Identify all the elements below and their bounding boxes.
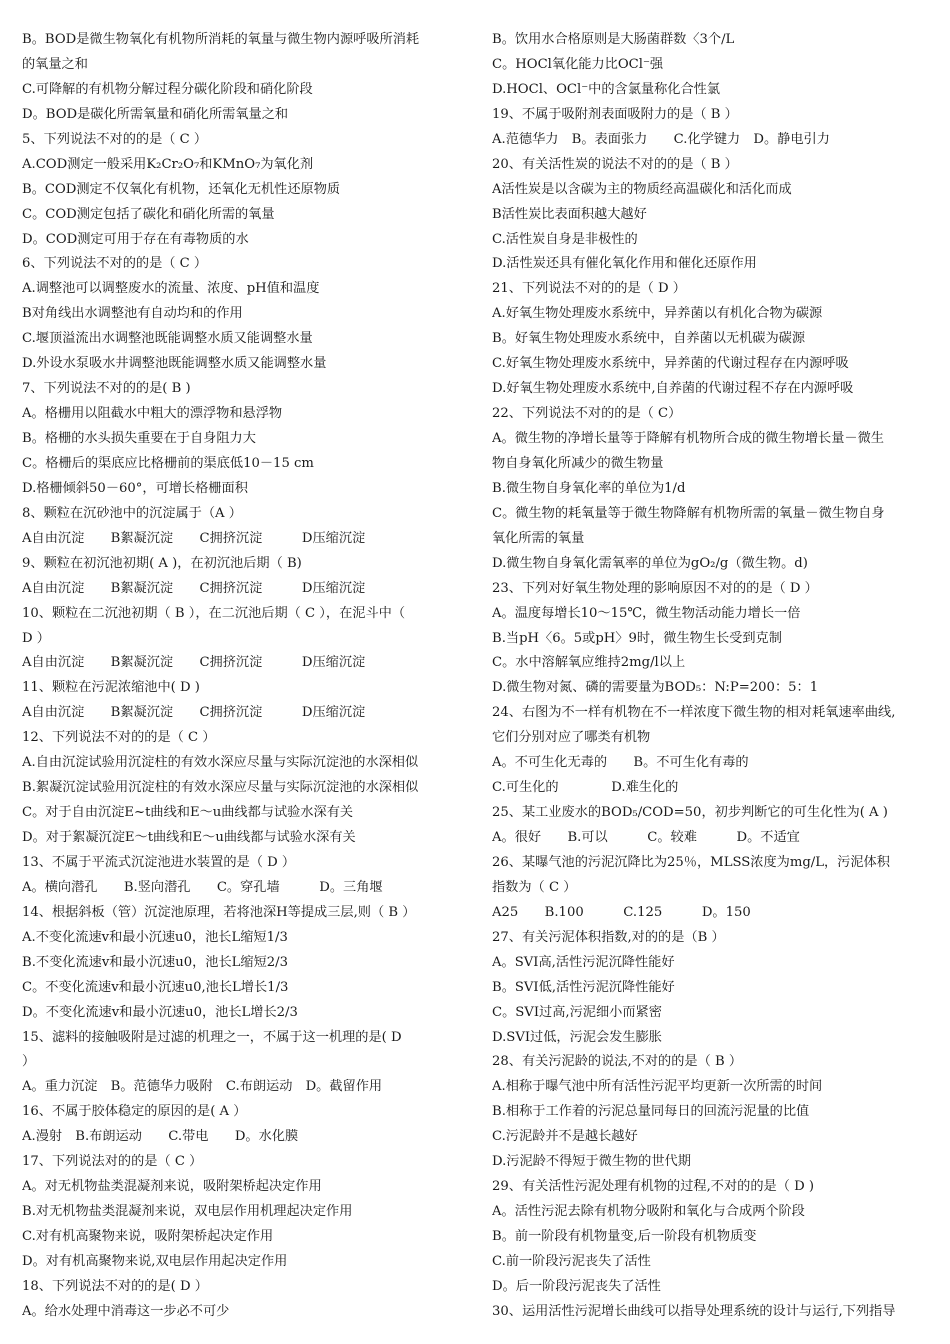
text-line	[492, 78, 932, 103]
text-line	[22, 1200, 467, 1225]
text-line-content: C.堰顶溢流出水调整池既能调整水质又能调整水量	[22, 331, 313, 347]
text-line	[492, 976, 932, 1001]
text-line-content: 21、下列说法不对的的是（ D ）	[492, 281, 686, 297]
text-line-content: B。格栅的水头损失重要在于自身阻力大	[22, 431, 256, 446]
text-line	[492, 352, 932, 377]
text-line-content: B。好氧生物处理废水系统中，自养菌以无机碳为碳源	[492, 331, 806, 347]
text-line	[492, 801, 932, 826]
text-line	[492, 776, 932, 801]
text-line	[22, 1026, 467, 1051]
text-line	[22, 552, 467, 577]
text-line	[22, 402, 467, 427]
text-line-content: A自由沉淀 B絮凝沉淀 C拥挤沉淀 D压缩沉淀	[22, 530, 366, 546]
text-line-content: D.好氧生物处理废水系统中,自养菌的代谢过程不存在内源呼吸	[492, 381, 854, 397]
text-line-content: A。微生物的净增长量等于降解有机物所合成的微生物增长量－微生	[492, 431, 884, 446]
text-line-content: A.漫射 B.布朗运动 C.带电 D。水化膜	[22, 1129, 299, 1145]
text-line	[22, 876, 467, 901]
text-line	[492, 1001, 932, 1026]
text-line	[492, 751, 932, 776]
text-line-content: D.SVI过低，污泥会发生膨胀	[492, 1029, 662, 1045]
text-line	[492, 627, 932, 652]
text-line-content: B对角线出水调整池有自动均和的作用	[22, 306, 243, 322]
text-line-content: 19、不属于吸附剂表面吸附力的是（ B ）	[492, 106, 738, 122]
text-line-content: A活性炭是以含碳为主的物质经高温碳化和活化而成	[492, 181, 792, 197]
text-line	[22, 53, 467, 78]
text-line-content: A.范德华力 B。表面张力 C.化学键力 D。静电引力	[492, 131, 830, 147]
text-line-content: 7、下列说法不对的的是( B )	[22, 381, 191, 397]
text-line	[492, 252, 932, 277]
text-line-content: D.微生物自身氧化需氧率的单位为gO₂/g（微生物。d)	[492, 555, 808, 571]
text-line	[492, 527, 932, 552]
text-line-content: 29、有关活性污泥处理有机物的过程,不对的的是（ D )	[492, 1179, 815, 1195]
text-line-content: D。不变化流速v和最小沉速u0，池长L增长2/3	[22, 1004, 298, 1020]
text-line-content: C。格栅后的渠底应比格栅前的渠底低10－15 cm	[22, 455, 314, 471]
text-line	[492, 951, 932, 976]
text-line-content: B。前一阶段有机物量变,后一阶段有机物质变	[492, 1229, 757, 1244]
text-line	[492, 1225, 932, 1250]
text-line	[22, 203, 467, 228]
text-line	[492, 1150, 932, 1175]
text-line	[492, 901, 932, 926]
text-line	[22, 1100, 467, 1125]
text-line	[22, 1125, 467, 1150]
text-line-content: A。格栅用以阻截水中粗大的漂浮物和悬浮物	[22, 406, 283, 422]
text-line-content: A.相称于曝气池中所有活性污泥平均更新一次所需的时间	[492, 1079, 823, 1095]
text-line	[492, 477, 932, 502]
text-line-content: D。后一阶段污泥丧失了活性	[492, 1278, 661, 1294]
text-line	[492, 552, 932, 577]
text-line-content: C.前一阶段污泥丧失了活性	[492, 1253, 651, 1269]
text-line	[492, 1275, 932, 1300]
text-line-content: A。横向潜孔 B.竖向潜孔 C。穿孔墙 D。三角堰	[22, 879, 383, 895]
text-line	[492, 153, 932, 178]
text-line-content: B.不变化流速v和最小沉速u0，池长L缩短2/3	[22, 954, 289, 970]
text-line	[492, 502, 932, 527]
text-line	[22, 801, 467, 826]
text-line-content: ）	[22, 1054, 36, 1070]
text-line	[22, 751, 467, 776]
text-line-content: 16、不属于胶体稳定的原因的是( A ）	[22, 1104, 247, 1120]
text-line	[22, 427, 467, 452]
text-line-content: B。饮用水合格原则是大肠菌群数〈3个/L	[492, 32, 735, 47]
text-line-content: C.可降解的有机物分解过程分碳化阶段和硝化阶段	[22, 81, 313, 97]
text-line	[492, 1300, 932, 1325]
text-line-content: 26、某曝气池的污泥沉降比为25％，MLSS浓度为mg/L，污泥体积	[492, 854, 890, 870]
text-line-content: D。对于絮凝沉淀E～t曲线和E～u曲线都与试验水深有关	[22, 830, 356, 845]
text-line	[22, 327, 467, 352]
text-line-content: C。微生物的耗氧量等于微生物降解有机物所需的氧量－微生物自身	[492, 505, 885, 521]
text-line	[492, 602, 932, 627]
text-line-content: D。COD测定可用于存在有毒物质的水	[22, 231, 249, 247]
text-line-content: 23、下列对好氧生物处理的影响原因不对的的是（ D ）	[492, 580, 818, 596]
text-line-content: C.活性炭自身是非极性的	[492, 231, 638, 247]
text-line	[492, 427, 932, 452]
text-line	[492, 826, 932, 851]
text-line-content: A。对无机物盐类混凝剂来说，吸附架桥起决定作用	[22, 1179, 322, 1195]
text-line	[492, 577, 932, 602]
text-line-content: 30、运用活性污泥增长曲线可以指导处理系统的设计与运行,下列指导	[492, 1303, 896, 1319]
text-line-content: B.絮凝沉淀试验用沉淀柱的有效水深应尽量与实际沉淀池的水深相似	[22, 780, 419, 796]
text-line-content: C。不变化流速v和最小沉速u0,池长L增长1/3	[22, 979, 289, 995]
text-line	[22, 1275, 467, 1300]
text-line-content: D.污泥龄不得短于微生物的世代期	[492, 1154, 691, 1170]
text-line-content: 10、颗粒在二沉池初期（ B ），在二沉池后期（ C ），在泥斗中（	[22, 605, 406, 621]
left-column	[22, 28, 467, 1325]
text-line	[492, 1075, 932, 1100]
text-line-content: C。HOCl氧化能力比OCl⁻强	[492, 56, 664, 72]
text-line	[492, 452, 932, 477]
text-line-content: A自由沉淀 B絮凝沉淀 C拥挤沉淀 D压缩沉淀	[22, 705, 366, 721]
text-line-content: A.COD测定一般采用K₂Cr₂O₇和KMnO₇为氧化剂	[22, 156, 314, 172]
text-line-content: A自由沉淀 B絮凝沉淀 C拥挤沉淀 D压缩沉淀	[22, 580, 366, 596]
text-line-content: 9、颗粒在初沉池初期( A )，在初沉池后期（ B)	[22, 555, 302, 571]
text-line-content: 22、下列说法不对的的是（ C）	[492, 406, 682, 422]
text-line	[22, 527, 467, 552]
text-line-content: B.微生物自身氧化率的单位为1/d	[492, 480, 686, 496]
text-line-content: B。BOD是微生物氧化有机物所消耗的氧量与微生物内源呼吸所消耗	[22, 32, 420, 47]
text-line	[22, 676, 467, 701]
text-line-content: 14、根据斜板（管）沉淀池原理，若将池深H等提成三层,则（ B ）	[22, 904, 416, 920]
text-line	[492, 327, 932, 352]
text-line	[492, 926, 932, 951]
text-line	[22, 277, 467, 302]
text-line-content: D.微生物对氮、磷的需要量为BOD₅：N:P=200：5：1	[492, 680, 819, 696]
text-line	[22, 153, 467, 178]
text-line-content: 24、右图为不一样有机物在不一样浓度下微生物的相对耗氧速率曲线,	[492, 705, 896, 721]
text-line-content: 的氧量之和	[22, 56, 88, 72]
text-line	[22, 228, 467, 253]
text-line	[22, 1300, 467, 1325]
text-line-content: B活性炭比表面积越大越好	[492, 206, 647, 222]
text-line	[492, 851, 932, 876]
text-line-content: A。很好 B.可以 C。较难 D。不适宜	[492, 830, 800, 845]
text-line	[492, 277, 932, 302]
text-line-content: 18、下列说法不对的的是( D ）	[22, 1278, 208, 1294]
text-line-content: 11、颗粒在污泥浓缩池中( D )	[22, 680, 200, 696]
text-line	[22, 577, 467, 602]
text-line	[22, 28, 467, 53]
text-line-content: A25 B.100 C.125 D。150	[492, 904, 751, 920]
text-line-content: A.自由沉淀试验用沉淀柱的有效水深应尽量与实际沉淀池的水深相似	[22, 755, 419, 771]
text-line	[492, 651, 932, 676]
text-line	[22, 78, 467, 103]
text-line-content: A自由沉淀 B絮凝沉淀 C拥挤沉淀 D压缩沉淀	[22, 655, 366, 671]
text-line-content: D.活性炭还具有催化氧化作用和催化还原作用	[492, 256, 757, 272]
text-line-content: C。COD测定包括了碳化和硝化所需的氧量	[22, 206, 275, 222]
text-line-content: B。COD测定不仅氧化有机物，还氧化无机性还原物质	[22, 181, 341, 197]
text-line-content: 28、有关污泥龄的说法,不对的的是（ B ）	[492, 1054, 743, 1070]
text-line	[22, 1250, 467, 1275]
text-line-content: A.不变化流速v和最小沉速u0，池长L缩短1/3	[22, 929, 288, 945]
text-line	[22, 128, 467, 153]
text-line	[492, 701, 932, 726]
text-line-content: D.外设水泵吸水井调整池既能调整水质又能调整水量	[22, 356, 327, 372]
text-line	[492, 402, 932, 427]
text-line-content: D ）	[22, 630, 50, 646]
text-line-content: 15、滤料的接触吸附是过滤的机理之一，不属于这一机理的是( D	[22, 1029, 402, 1045]
text-line-content: 它们分别对应了哪类有机物	[492, 730, 651, 746]
text-line	[492, 53, 932, 78]
text-line-content: A。不可生化无毒的 B。不可生化有毒的	[492, 755, 749, 771]
text-line	[22, 976, 467, 1001]
text-line	[492, 28, 932, 53]
text-line-content: 12、下列说法不对的的是（ C ）	[22, 730, 216, 746]
text-line	[22, 951, 467, 976]
text-line-content: 物自身氧化所减少的微生物量	[492, 455, 664, 471]
text-line-content: C.可生化的 D.难生化的	[492, 780, 679, 796]
text-line-content: 5、下列说法不对的的是（ C ）	[22, 131, 208, 147]
text-line-content: D.格栅倾斜50－60°，可增长格栅面积	[22, 480, 248, 496]
text-line	[22, 502, 467, 527]
text-line-content: C.污泥龄并不是越长越好	[492, 1129, 638, 1145]
text-line	[22, 252, 467, 277]
text-line-content: 指数为（ C ）	[492, 879, 577, 895]
text-line	[22, 302, 467, 327]
text-line	[492, 1250, 932, 1275]
text-line-content: C。对于自由沉淀E~t曲线和E～u曲线都与试验水深有关	[22, 805, 354, 821]
text-line-content: A。温度每增长10～15℃，微生物活动能力增长一倍	[492, 605, 801, 621]
text-line	[22, 651, 467, 676]
text-line	[22, 477, 467, 502]
text-line	[492, 302, 932, 327]
text-line-content: 17、下列说法对的的是（ C ）	[22, 1154, 203, 1170]
text-line-content: 25、某工业废水的BOD₅/COD=50，初步判断它的可生化性为( A )	[492, 805, 888, 821]
text-line-content: A。给水处理中消毒这一步必不可少	[22, 1303, 230, 1319]
text-line	[22, 1001, 467, 1026]
text-line	[22, 377, 467, 402]
text-line-content: C。SVI过高,污泥细小而紧密	[492, 1004, 662, 1020]
text-line	[22, 1050, 467, 1075]
text-line	[22, 627, 467, 652]
text-line	[22, 701, 467, 726]
text-line	[492, 1125, 932, 1150]
text-line-content: 20、有关活性炭的说法不对的的是（ B ）	[492, 156, 738, 172]
text-line	[492, 128, 932, 153]
text-line	[492, 1175, 932, 1200]
text-line	[22, 1225, 467, 1250]
text-line	[22, 826, 467, 851]
text-line	[492, 1200, 932, 1225]
text-line-content: A.好氧生物处理废水系统中，异养菌以有机化合物为碳源	[492, 306, 823, 322]
text-line-content: B。SVI低,活性污泥沉降性能好	[492, 979, 675, 995]
text-line-content: C.对有机高聚物来说，吸附架桥起决定作用	[22, 1229, 274, 1244]
text-line-content: 27、有关污泥体积指数,对的的是（B ）	[492, 929, 725, 945]
text-line-content: A。活性污泥去除有机物分吸附和氧化与合成两个阶段	[492, 1204, 805, 1220]
text-line	[492, 1026, 932, 1051]
text-line-content: B.相称于工作着的污泥总量同每日的回流污泥量的比值	[492, 1104, 810, 1120]
text-line	[492, 1050, 932, 1075]
text-line	[22, 1075, 467, 1100]
text-line	[492, 876, 932, 901]
text-line	[492, 103, 932, 128]
text-line	[22, 103, 467, 128]
text-line-content: A。SVI高,活性污泥沉降性能好	[492, 954, 675, 970]
text-line	[492, 1100, 932, 1125]
text-line	[22, 851, 467, 876]
text-line	[22, 602, 467, 627]
text-line	[22, 726, 467, 751]
text-line-content: 13、不属于平流式沉淀池进水装置的是（ D ）	[22, 854, 296, 870]
right-column	[492, 28, 932, 1325]
text-line	[492, 178, 932, 203]
text-line-content: A.调整池可以调整废水的流量、浓度、pH值和温度	[22, 281, 320, 297]
text-line-content: B.对无机物盐类混凝剂来说，双电层作用机理起决定作用	[22, 1204, 353, 1220]
text-line	[492, 726, 932, 751]
text-line	[492, 203, 932, 228]
text-line	[492, 377, 932, 402]
text-line-content: 6、下列说法不对的的是（ C ）	[22, 256, 208, 272]
text-line	[22, 1175, 467, 1200]
text-line-content: C。水中溶解氧应维持2mg/l以上	[492, 655, 686, 671]
text-line-content: D。对有机高聚物来说,双电层作用起决定作用	[22, 1253, 288, 1269]
text-line	[22, 901, 467, 926]
text-line	[22, 352, 467, 377]
text-line-content: 8、颗粒在沉砂池中的沉淀属于（A ）	[22, 505, 242, 521]
text-line-content: 氧化所需的氧量	[492, 530, 585, 546]
text-line-content: D。BOD是碳化所需氧量和硝化所需氧量之和	[22, 106, 289, 122]
text-line	[22, 1150, 467, 1175]
text-line-content: C.好氧生物处理废水系统中，异养菌的代谢过程存在内源呼吸	[492, 356, 849, 372]
text-line	[22, 452, 467, 477]
text-line-content: B.当pH〈6。5或pH〉9时，微生物生长受到克制	[492, 630, 782, 646]
text-line-content: A。重力沉淀 B。范德华力吸附 C.布朗运动 D。截留作用	[22, 1079, 383, 1095]
text-line-content: D.HOCl、OCl⁻中的含氯量称化合性氯	[492, 81, 721, 97]
text-line	[492, 228, 932, 253]
text-line	[22, 776, 467, 801]
text-line	[22, 178, 467, 203]
text-line	[22, 926, 467, 951]
text-line	[492, 676, 932, 701]
